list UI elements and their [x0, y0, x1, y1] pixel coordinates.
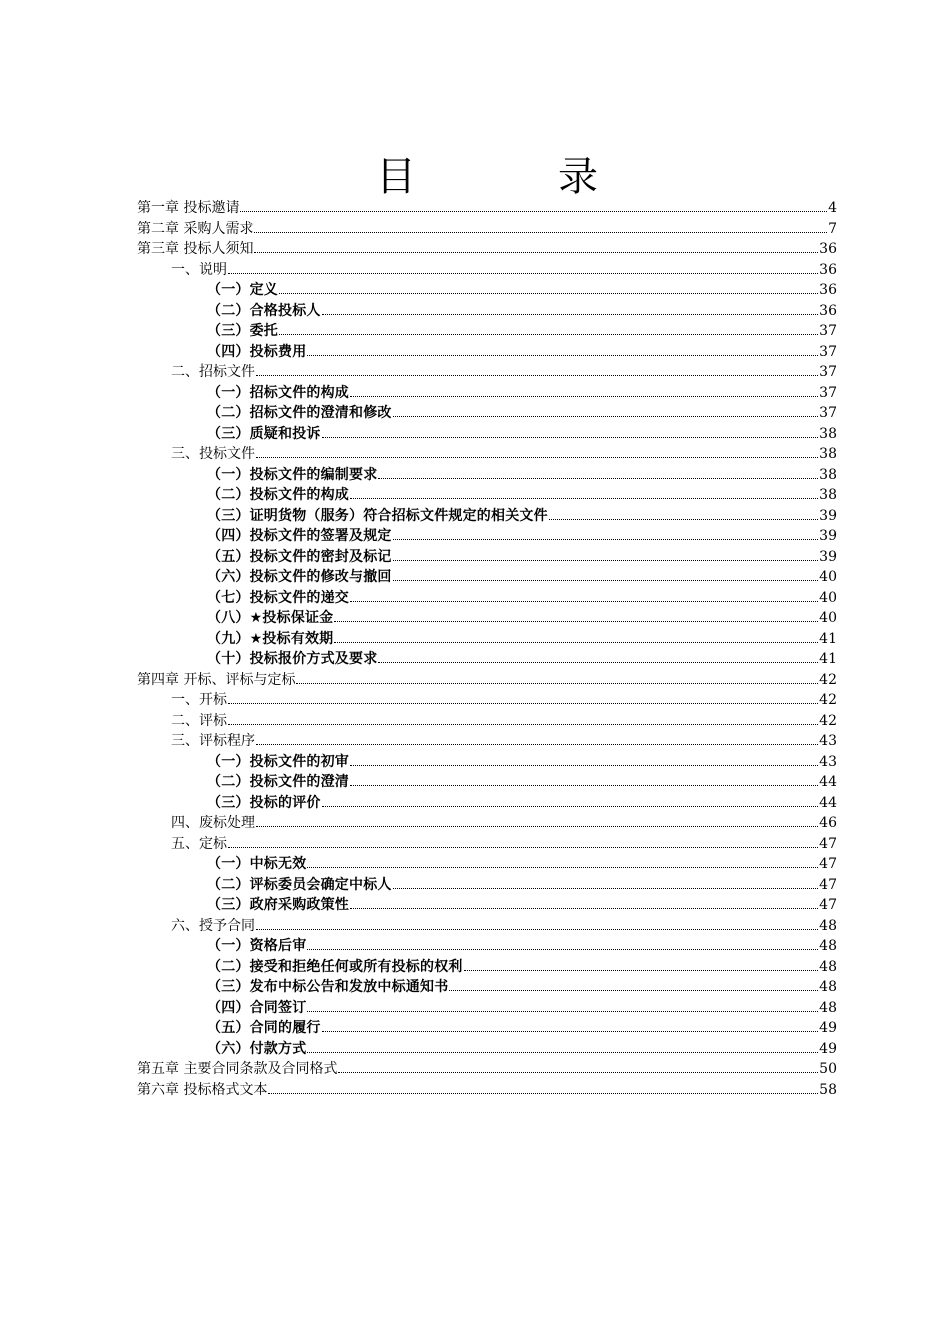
toc-entry-label: 一、说明 — [171, 261, 227, 278]
toc-entry-page-number: 42 — [819, 671, 837, 688]
toc-entry[interactable] — [137, 916, 837, 937]
toc-dot-leader — [256, 929, 818, 930]
toc-dot-leader — [307, 1052, 818, 1053]
toc-entry-page-number: 43 — [819, 733, 837, 749]
toc-entry-page-number: 37 — [819, 364, 837, 380]
toc-entry-label: （二）接受和拒绝任何或所有投标的权利 — [207, 958, 463, 975]
toc-dot-leader — [256, 744, 818, 745]
toc-entry[interactable] — [137, 957, 837, 978]
toc-entry[interactable] — [137, 875, 837, 896]
toc-entry[interactable] — [137, 506, 837, 527]
toc-dot-leader — [228, 847, 818, 848]
toc-entry-page-number: 36 — [819, 282, 837, 298]
toc-dot-leader — [296, 683, 818, 684]
toc-entry-label: 三、投标文件 — [171, 446, 255, 462]
toc-entry-page-number: 41 — [819, 651, 837, 667]
toc-entry[interactable] — [137, 1018, 837, 1039]
toc-dot-leader — [393, 539, 819, 540]
toc-entry[interactable] — [137, 403, 837, 424]
toc-entry[interactable] — [137, 670, 837, 691]
toc-entry-page-number: 43 — [819, 753, 837, 770]
toc-entry-label: （一）招标文件的构成 — [207, 384, 349, 401]
toc-entry-page-number: 38 — [819, 425, 837, 442]
toc-entry[interactable] — [137, 239, 837, 260]
toc-title-char-1: 目 — [376, 154, 416, 200]
toc-entry-page-number: 58 — [819, 1081, 837, 1098]
toc-dot-leader — [307, 355, 818, 356]
toc-entry[interactable] — [137, 936, 837, 957]
toc-entry-page-number: 39 — [819, 528, 837, 544]
toc-entry[interactable] — [137, 690, 837, 711]
toc-entry[interactable] — [137, 588, 837, 609]
toc-entry-label: 六、授予合同 — [171, 917, 255, 934]
toc-entry-label: 二、评标 — [171, 712, 227, 729]
toc-entry-label: （四）投标文件的签署及规定 — [207, 528, 392, 544]
toc-entry-page-number: 40 — [819, 610, 837, 626]
toc-entry-page-number: 48 — [819, 938, 837, 954]
toc-entry[interactable] — [137, 526, 837, 547]
toc-dot-leader — [378, 662, 818, 663]
toc-entry-page-number: 44 — [819, 794, 837, 811]
toc-entry-page-number: 47 — [819, 876, 837, 893]
toc-entry-label: （九）★投标有效期 — [207, 630, 334, 647]
toc-dot-leader — [350, 785, 818, 786]
toc-dot-leader — [256, 375, 818, 376]
toc-dot-leader — [378, 478, 818, 479]
toc-entry-page-number: 42 — [819, 692, 837, 708]
toc-entry-label: 四、废标处理 — [171, 815, 255, 831]
toc-entry-label: （一）投标文件的初审 — [207, 753, 349, 770]
toc-entry-label: 五、定标 — [171, 835, 227, 852]
toc-title-char-2: 录 — [558, 154, 598, 200]
toc-dot-leader — [307, 949, 818, 950]
toc-entry-label: （六）付款方式 — [207, 1040, 307, 1057]
toc-entry[interactable] — [137, 711, 837, 732]
toc-entry-label: （三）政府采购政策性 — [207, 897, 349, 913]
toc-entry-label: 第四章 开标、评标与定标 — [137, 671, 296, 688]
toc-dot-leader — [256, 826, 818, 827]
toc-entry-label: 第一章 投标邀请 — [137, 200, 240, 216]
toc-entry[interactable] — [137, 342, 837, 363]
toc-entry-page-number: 38 — [819, 466, 837, 483]
toc-entry[interactable] — [137, 280, 837, 301]
toc-entry-label: 第六章 投标格式文本 — [137, 1081, 268, 1098]
toc-dot-leader — [254, 252, 818, 253]
toc-dot-leader — [350, 396, 818, 397]
toc-dot-leader — [334, 621, 818, 622]
toc-entry-page-number: 44 — [819, 774, 837, 790]
toc-entry-page-number: 36 — [819, 261, 837, 278]
toc-entry-label: 三、评标程序 — [171, 733, 255, 749]
toc-entry[interactable] — [137, 998, 837, 1019]
toc-entry-page-number: 39 — [819, 548, 837, 565]
toc-entry[interactable] — [137, 895, 837, 916]
toc-dot-leader — [254, 232, 827, 233]
toc-entry[interactable] — [137, 772, 837, 793]
toc-entry-page-number: 48 — [819, 917, 837, 934]
toc-entry[interactable] — [137, 198, 837, 219]
toc-entry-page-number: 38 — [819, 487, 837, 503]
toc-entry[interactable] — [137, 362, 837, 383]
toc-dot-leader — [350, 908, 818, 909]
toc-entry[interactable] — [137, 731, 837, 752]
toc-entry-label: （三）委托 — [207, 323, 278, 339]
toc-entry[interactable] — [137, 321, 837, 342]
toc-dot-leader — [228, 724, 818, 725]
toc-entry[interactable] — [137, 444, 837, 465]
toc-dot-leader — [322, 806, 819, 807]
toc-entry[interactable] — [137, 977, 837, 998]
toc-dot-leader — [334, 642, 818, 643]
toc-entry[interactable] — [137, 1039, 837, 1060]
toc-entry[interactable] — [137, 424, 837, 445]
toc-entry-label: （八）★投标保证金 — [207, 610, 334, 626]
toc-dot-leader — [268, 1093, 818, 1094]
toc-entry-label: 一、开标 — [171, 692, 227, 708]
toc-dot-leader — [256, 457, 818, 458]
toc-entry[interactable] — [137, 465, 837, 486]
toc-entry-label: （四）投标费用 — [207, 343, 307, 360]
toc-entry[interactable] — [137, 567, 837, 588]
toc-dot-leader — [228, 703, 818, 704]
toc-dot-leader — [393, 416, 819, 417]
toc-entry-page-number: 47 — [819, 897, 837, 913]
toc-dot-leader — [549, 519, 818, 520]
toc-entry[interactable] — [137, 485, 837, 506]
toc-dot-leader — [338, 1072, 818, 1073]
toc-entry-page-number: 40 — [819, 569, 837, 585]
toc-entry[interactable] — [137, 1080, 837, 1101]
toc-entry-page-number: 50 — [819, 1061, 837, 1077]
toc-entry-page-number: 39 — [819, 507, 837, 524]
toc-entry-page-number: 36 — [819, 241, 837, 257]
toc-entry-label: （二）合格投标人 — [207, 302, 321, 319]
toc-title — [0, 150, 950, 204]
toc-dot-leader — [350, 498, 818, 499]
toc-entry-label: （六）投标文件的修改与撤回 — [207, 569, 392, 585]
toc-entry-page-number: 47 — [819, 856, 837, 872]
toc-entry-page-number: 38 — [819, 446, 837, 462]
toc-entry-label: （四）合同签订 — [207, 999, 307, 1016]
toc-entry-page-number: 37 — [819, 405, 837, 421]
toc-entry[interactable] — [137, 629, 837, 650]
toc-dot-leader — [279, 293, 818, 294]
toc-entry-page-number: 48 — [819, 958, 837, 975]
toc-entry-page-number: 37 — [819, 343, 837, 360]
toc-entry-page-number: 48 — [819, 999, 837, 1016]
toc-entry-label: （五）合同的履行 — [207, 1020, 321, 1036]
toc-dot-leader — [393, 560, 819, 561]
toc-entry-label: （一）投标文件的编制要求 — [207, 466, 378, 483]
toc-entry[interactable] — [137, 547, 837, 568]
toc-entry-page-number: 7 — [828, 220, 837, 237]
toc-entry-label: 第三章 投标人须知 — [137, 241, 254, 257]
toc-entry[interactable] — [137, 834, 837, 855]
toc-entry-label: （十）投标报价方式及要求 — [207, 651, 378, 667]
toc-entry-page-number: 49 — [819, 1020, 837, 1036]
toc-entry[interactable] — [137, 854, 837, 875]
toc-entry[interactable] — [137, 793, 837, 814]
toc-dot-leader — [307, 1011, 818, 1012]
toc-entry-page-number: 40 — [819, 589, 837, 606]
toc-entry-label: （二）评标委员会确定中标人 — [207, 876, 392, 893]
toc-entry-page-number: 42 — [819, 712, 837, 729]
toc-entry[interactable] — [137, 1059, 837, 1080]
toc-dot-leader — [279, 334, 818, 335]
toc-dot-leader — [307, 867, 818, 868]
toc-entry[interactable] — [137, 608, 837, 629]
toc-dot-leader — [228, 273, 818, 274]
toc-entry[interactable] — [137, 301, 837, 322]
toc-entry[interactable] — [137, 813, 837, 834]
toc-entry-label: （三）证明货物（服务）符合招标文件规定的相关文件 — [207, 507, 548, 524]
toc-entry-label: （七）投标文件的递交 — [207, 589, 349, 606]
toc-entry-page-number: 48 — [819, 979, 837, 995]
toc-entry-page-number: 41 — [819, 630, 837, 647]
toc-dot-leader — [322, 1031, 819, 1032]
toc-dot-leader — [350, 601, 818, 602]
toc-entry-label: （一）中标无效 — [207, 856, 307, 872]
toc-entry-label: 第五章 主要合同条款及合同格式 — [137, 1061, 338, 1077]
toc-entry-label: （二）投标文件的构成 — [207, 487, 349, 503]
table-of-contents — [137, 198, 837, 1100]
toc-entry-page-number: 46 — [819, 815, 837, 831]
toc-dot-leader — [322, 314, 819, 315]
toc-entry[interactable] — [137, 219, 837, 240]
toc-entry-page-number: 49 — [819, 1040, 837, 1057]
toc-entry-label: （三）质疑和投诉 — [207, 425, 321, 442]
toc-entry-label: （一）定义 — [207, 282, 278, 298]
toc-dot-leader — [464, 970, 819, 971]
toc-entry-label: （二）投标文件的澄清 — [207, 774, 349, 790]
toc-entry-page-number: 4 — [828, 200, 837, 216]
toc-entry[interactable] — [137, 260, 837, 281]
toc-entry-page-number: 37 — [819, 323, 837, 339]
toc-dot-leader — [393, 580, 819, 581]
toc-dot-leader — [322, 437, 819, 438]
toc-dot-leader — [393, 888, 819, 889]
toc-entry-label: （五）投标文件的密封及标记 — [207, 548, 392, 565]
toc-entry[interactable] — [137, 383, 837, 404]
toc-entry-label: 二、招标文件 — [171, 364, 255, 380]
toc-entry[interactable] — [137, 752, 837, 773]
toc-entry-label: （三）发布中标公告和发放中标通知书 — [207, 979, 449, 995]
toc-entry-label: （二）招标文件的澄清和修改 — [207, 405, 392, 421]
toc-entry-label: （三）投标的评价 — [207, 794, 321, 811]
toc-entry-label: 第二章 采购人需求 — [137, 220, 254, 237]
toc-entry-page-number: 36 — [819, 302, 837, 319]
toc-dot-leader — [350, 765, 818, 766]
toc-dot-leader — [240, 211, 827, 212]
toc-entry-label: （一）资格后审 — [207, 938, 307, 954]
toc-dot-leader — [449, 990, 818, 991]
toc-entry-page-number: 47 — [819, 835, 837, 852]
toc-entry[interactable] — [137, 649, 837, 670]
toc-entry-page-number: 37 — [819, 384, 837, 401]
